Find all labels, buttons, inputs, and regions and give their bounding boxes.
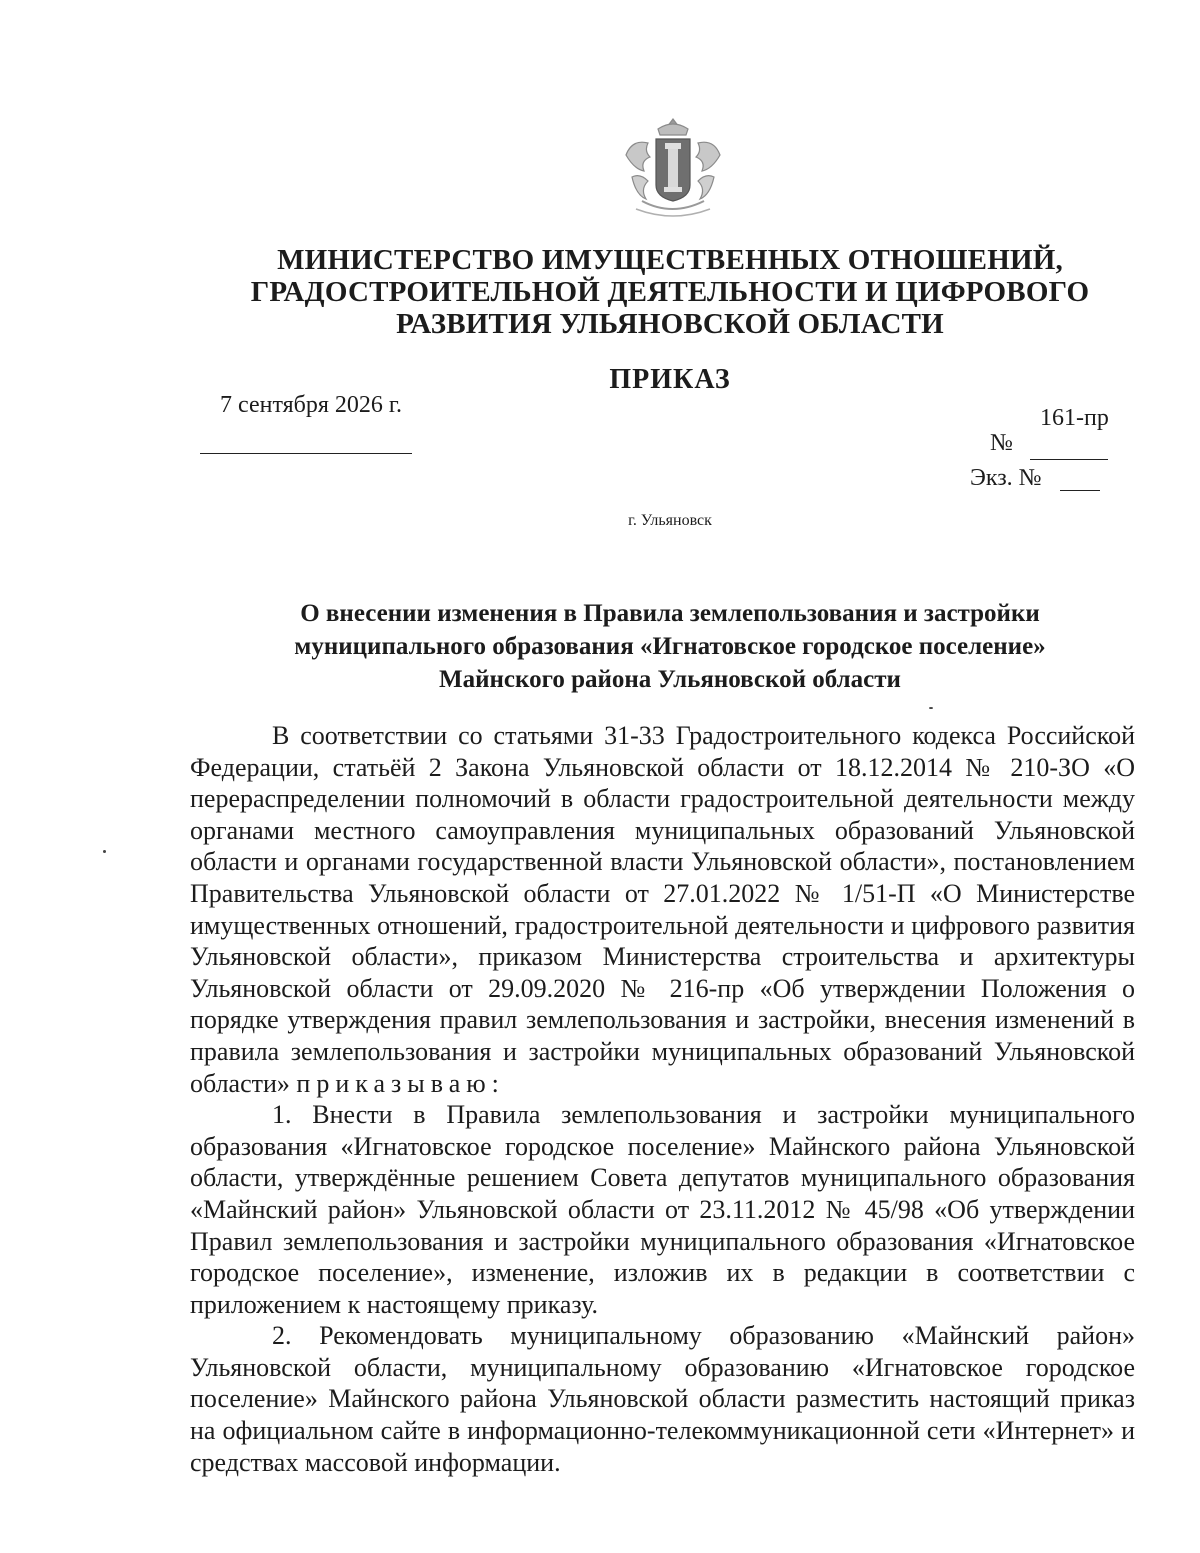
title-line-1: О внесении изменения в Правила землепользования и застройки	[300, 600, 1040, 627]
ministry-header	[240, 244, 1100, 340]
number-label: №	[990, 430, 1013, 456]
ministry-line-3: РАЗВИТИЯ УЛЬЯНОВСКОЙ ОБЛАСТИ	[396, 308, 944, 340]
coat-of-arms-icon	[612, 115, 734, 219]
copy-number-label: Экз. №	[970, 465, 1042, 491]
order-item-2: 2. Рекомендовать муниципальному образованию «Майнский район» Ульяновской области, муниципальному образованию «Игнатовское городское поселение» Майнского района Ульяновской области разместить настоящий приказ на официальном сайте в информационно-телекоммуникационной сети «Интернет» и средствах массовой информации.	[190, 1321, 1135, 1477]
ministry-line-2: ГРАДОСТРОИТЕЛЬНОЙ ДЕЯТЕЛЬНОСТИ И ЦИФРОВОГО	[250, 276, 1090, 308]
city: г. Ульяновск	[628, 512, 712, 529]
order-item-1: 1. Внести в Правила землепользования и застройки муниципального образования «Игнатовское городское поселение» Майнского района Ульяновской области, утверждённые решением Совета депутатов муниципального образования «Майнский район» Ульяновской области от 23.11.2012 № 45/98 «Об утверждении Правил землепользования и застройки муниципального образования «Игнатовское городское поселение», изменение, изложив их в редакции в соответствии с приложением к настоящему приказу.	[190, 1100, 1135, 1319]
title-line-3: Майнского района Ульяновской области	[439, 666, 901, 693]
order-word: приказываю:	[296, 1068, 505, 1098]
date-underline	[200, 453, 412, 454]
scan-speck	[103, 850, 106, 853]
document-number: 161-пр	[1040, 405, 1109, 431]
preamble-text: В соответствии со статьями 31-33 Градостроительного кодекса Российской Федерации, статьёй 2 Закона Ульяновской области от 18.12.2014 № 210-ЗО «О перераспределении полномочий в области градостроительной деятельности между органами местного самоуправления муниципальных образований Ульяновской области и органами государственной власти Ульяновской области», постановлением Правительства Ульяновской области от 27.01.2022 № 1/51-П «О Министерстве имущественных отношений, градостроительной деятельности и цифрового развития Ульяновской области», приказом Министерства строительства и архитектуры Ульяновской области от 29.09.2020 № 216-пр «Об утверждении Положения о порядке утверждения правил землепользования и застройки, внесения изменений в правила землепользования и застройки муниципальных образований Ульяновской области»	[190, 721, 1135, 1098]
copy-number-underline	[1060, 490, 1100, 491]
document-title	[230, 597, 1110, 696]
scan-speck	[929, 707, 933, 709]
document-date: 7 сентября 2026 г.	[220, 392, 403, 418]
document-type: ПРИКАЗ	[609, 364, 731, 395]
preamble-paragraph	[190, 720, 1135, 1099]
ministry-line-1: МИНИСТЕРСТВО ИМУЩЕСТВЕННЫХ ОТНОШЕНИЙ,	[277, 244, 1063, 276]
title-line-2: муниципального образования «Игнатовское городское поселение»	[294, 633, 1046, 660]
document-body	[190, 720, 1135, 1478]
number-underline	[1030, 459, 1108, 460]
